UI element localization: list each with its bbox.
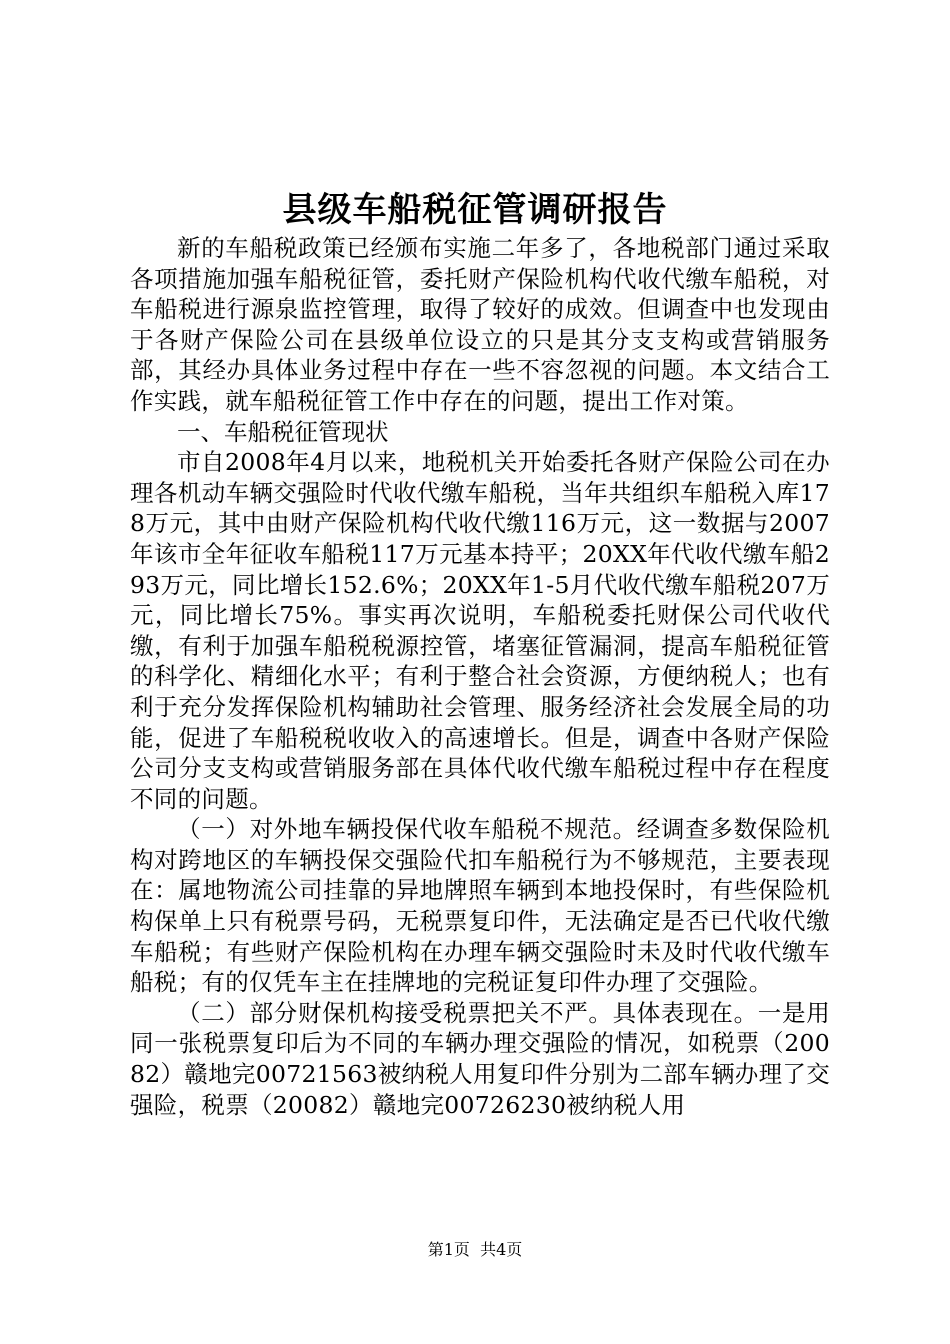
section-heading: 一、车船税征管现状 [177,417,389,446]
issue-1-paragraph: （一）对外地车辆投保代收车船税不规范。经调查多数保险机构对跨地区的车辆投保交强险代扣车船税行为不够规范，主要表现在：属地物流公司挂靠的异地牌照车辆到本地投保时，有些保险机构保单上只有税票号码，无税票复印件，无法确定是否已代收代缴车船税；有些财产保险机构在办理车辆交强险时未及时代收代缴车船税；有的仅凭车主在挂牌地的完税证复印件办理了交强险。 [130,815,830,997]
document-body [130,233,830,1120]
page-total: 共4页 [480,1240,523,1259]
footer-separator [470,1240,480,1259]
intro-paragraph: 新的车船税政策已经颁布实施二年多了，各地税部门通过采取各项措施加强车船税征管，委托财产保险机构代收代缴车船税，对车船税进行源泉监控管理，取得了较好的成效。但调查中也发现由于各财产保险公司在县级单位设立的只是其分支支构或营销服务部，其经办具体业务过程中存在一些不容忽视的问题。本文结合工作实践，就车船税征管工作中存在的问题，提出工作对策。 [130,234,830,415]
page-number: 第1页 [427,1240,470,1259]
page-title: 县级车船税征管调研报告 [282,190,668,230]
issue-2-paragraph: （二）部分财保机构接受税票把关不严。具体表现在。一是用同一张税票复印后为不同的车辆办理交强险的情况，如税票（20082）赣地完00721563被纳税人用复印件分别为二部车辆办理了交强险，税票（20082）赣地完00726230被纳税人用 [130,998,830,1119]
status-paragraph: 市自2008年4月以来，地税机关开始委托各财产保险公司在办理各机动车辆交强险时代收代缴车船税，当年共组织车船税入库178万元，其中由财产保险机构代收代缴116万元，这一数据与2007年该市全年征收车船税117万元基本持平；20XX年代收代缴车船293万元，同比增长152.6%；20XX年1-5月代收代缴车船税207万元，同比增长75%。事实再次说明，车船税委托财保公司代收代缴，有利于加强车船税税源控管，堵塞征管漏洞，提高车船税征管的科学化、精细化水平；有利于整合社会资源，方便纳税人；也有利于充分发挥保险机构辅助社会管理、服务经济社会发展全局的功能，促进了车船税税收收入的高速增长。但是，调查中各财产保险公司分支支构或营销服务部在具体代收代缴车船税过程中存在程度不同的问题。 [130,448,830,813]
page-footer [0,1240,950,1260]
